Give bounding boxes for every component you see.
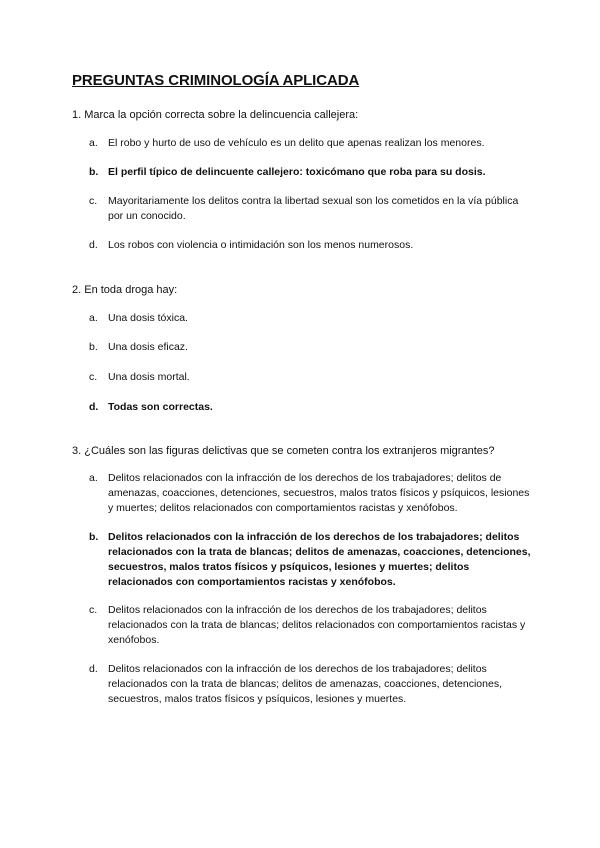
option-text: Delitos relacionados con la infracción de los derechos de los trabajadores; delitos relacionados con la trata de blancas; delitos relacionados con comportamientos racistas y xenófobos. [108,604,526,646]
option-letter: c. [89,604,98,616]
option-text: Los robos con violencia o intimidación son los menos numerosos. [108,239,414,251]
option-letter: a. [89,137,98,149]
question-2: 2. En toda droga hay: [72,284,178,296]
option-letter: b. [89,341,98,353]
q2-option-b [89,340,534,355]
q2-option-a [89,311,534,326]
option-text: Una dosis mortal. [108,371,190,383]
q1-option-d [89,238,534,253]
option-letter: d. [89,239,98,251]
option-letter: c. [89,195,98,207]
option-text: Delitos relacionados con la infracción de los derechos de los trabajadores; delitos relacionados con la trata de blancas; delitos de amenazas, coacciones, detenciones, secuestros, malos tratos físicos y psíquicos, lesiones y muertes. [108,663,502,705]
q2-option-c [89,370,534,385]
q1-option-c [89,194,534,224]
q1-option-b [89,165,534,180]
option-letter: a. [89,472,98,484]
option-text: Una dosis tóxica. [108,312,188,324]
option-text: El perfil típico de delincuente callejero: toxicómano que roba para su dosis. [108,166,486,178]
q3-option-c [89,603,534,648]
option-text: Delitos relacionados con la infracción de los derechos de los trabajadores; delitos relacionados con la trata de blancas; delitos de amenazas, coacciones, detenciones, secuestros, malos tratos físicos y psíquicos, lesiones y muertes; delitos relacionados con comportamientos racistas y xenófobos. [108,531,531,588]
q3-option-b [89,530,534,590]
option-letter: d. [89,401,99,413]
q3-option-d [89,662,534,707]
option-text: Todas son correctas. [108,401,213,413]
option-text: Mayoritariamente los delitos contra la libertad sexual son los cometidos en la vía pública por un conocido. [108,195,519,222]
q2-option-d [89,400,534,415]
option-text: Delitos relacionados con la infracción de los derechos de los trabajadores; delitos de amenazas, coacciones, detenciones, secuestros, malos tratos físicos y psíquicos, lesiones y muertes; delitos relacionados con comportamientos racistas y xenófobos. [108,472,530,514]
option-letter: c. [89,371,98,383]
question-3: 3. ¿Cuáles son las figuras delictivas que se cometen contra los extranjeros migrantes? [72,445,495,457]
q1-option-a [89,136,534,151]
option-letter: b. [89,166,99,178]
option-letter: b. [89,531,99,543]
option-letter: d. [89,663,98,675]
page-title: PREGUNTAS CRIMINOLOGÍA APLICADA [72,72,360,89]
q3-option-a [89,471,534,516]
option-text: El robo y hurto de uso de vehículo es un delito que apenas realizan los menores. [108,137,485,149]
option-letter: a. [89,312,98,324]
option-text: Una dosis eficaz. [108,341,188,353]
question-1: 1. Marca la opción correcta sobre la delincuencia callejera: [72,109,359,121]
